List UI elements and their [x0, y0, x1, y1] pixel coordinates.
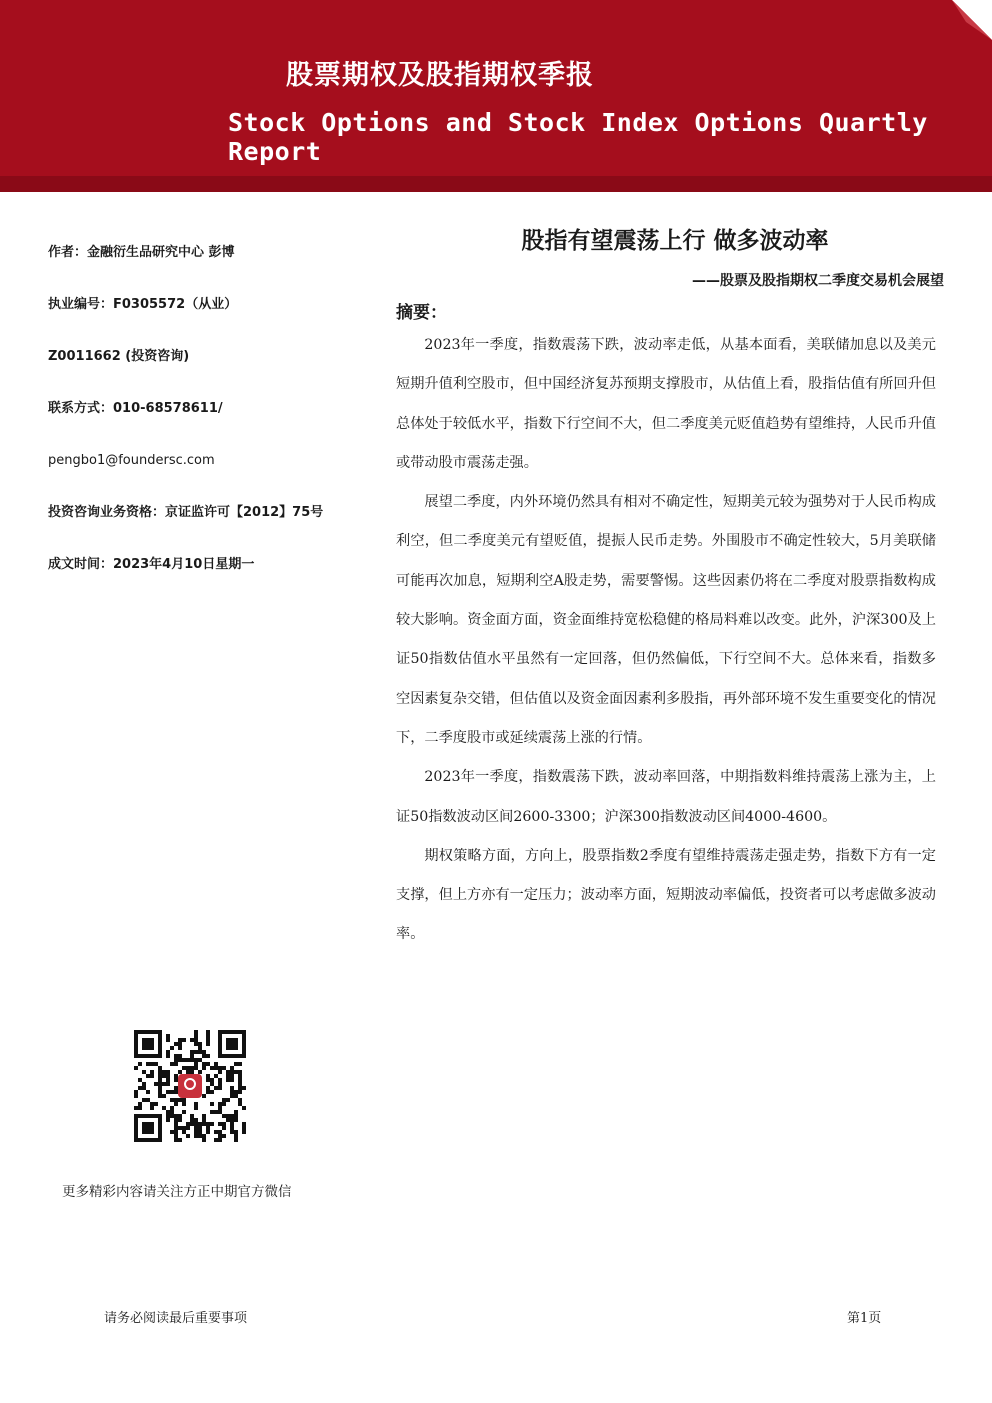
author-info	[48, 240, 368, 604]
qr-code-icon	[134, 1030, 246, 1142]
footer-notice: 请务必阅读最后重要事项	[104, 1311, 248, 1326]
abstract-paragraph: 2023年一季度，指数震荡下跌，波动率回落，中期指数料维持震荡上涨为主，上证50指数波动区间2600-3300；沪深300指数波动区间4000-4600。	[396, 769, 936, 825]
banner-title-en: Stock Options and Stock Index Options Quartly Report	[228, 108, 928, 166]
abstract-paragraph: 2023年一季度，指数震荡下跌，波动率走低，从基本面看，美联储加息以及美元短期升值利空股市，但中国经济复苏预期支撑股市，从估值上看，股指估值有所回升但总体处于较低水平，指数下行空间不大，但二季度美元贬值趋势有望维持，人民币升值或带动股市震荡走强。	[396, 337, 936, 471]
date-line: 成文时间：2023年4月10日星期一	[48, 557, 255, 572]
page-number: 第1页	[847, 1311, 882, 1326]
qualification-line: 投资咨询业务资格：京证监许可【2012】75号	[48, 505, 324, 520]
license-line-2: Z0011662 (投资咨询)	[48, 349, 190, 364]
author-line: 作者：金融衍生品研究中心 彭博	[48, 245, 235, 260]
report-title: 股指有望震荡上行 做多波动率	[521, 228, 829, 254]
abstract-body	[396, 326, 936, 955]
abstract-heading: 摘要：	[396, 303, 447, 323]
abstract-paragraph: 期权策略方面，方向上，股票指数2季度有望维持震荡走强走势，指数下方有一定支撑，但上方亦有一定压力；波动率方面，短期波动率偏低，投资者可以考虑做多波动率。	[396, 847, 936, 943]
report-subtitle: ——股票及股指期权二季度交易机会展望	[692, 273, 944, 289]
abstract-paragraph: 展望二季度，内外环境仍然具有相对不确定性，短期美元较为强势对于人民币构成利空，但二季度美元有望贬值，提振人民币走势。外围股市不确定性较大，5月美联储可能再次加息，短期利空A股走势，需要警惕。这些因素仍将在二季度对股票指数构成较大影响。资金面方面，资金面维持宽松稳健的格局料难以改变。此外，沪深300及上证50指数估值水平虽然有一定回落，但仍然偏低，下行空间不大。总体来看，指数多空因素复杂交错，但估值以及资金面因素利多股指，再外部环境不发生重要变化的情况下，二季度股市或延续震荡上涨的行情。	[396, 494, 936, 746]
header-banner	[0, 0, 992, 192]
license-line: 执业编号：F0305572（从业）	[48, 297, 238, 312]
email-line: pengbo1@foundersc.com	[48, 453, 215, 468]
qr-caption: 更多精彩内容请关注方正中期官方微信	[62, 1184, 292, 1200]
banner-title-cn: 股票期权及股指期权季报	[286, 60, 594, 91]
contact-line: 联系方式：010-68578611/	[48, 401, 223, 416]
